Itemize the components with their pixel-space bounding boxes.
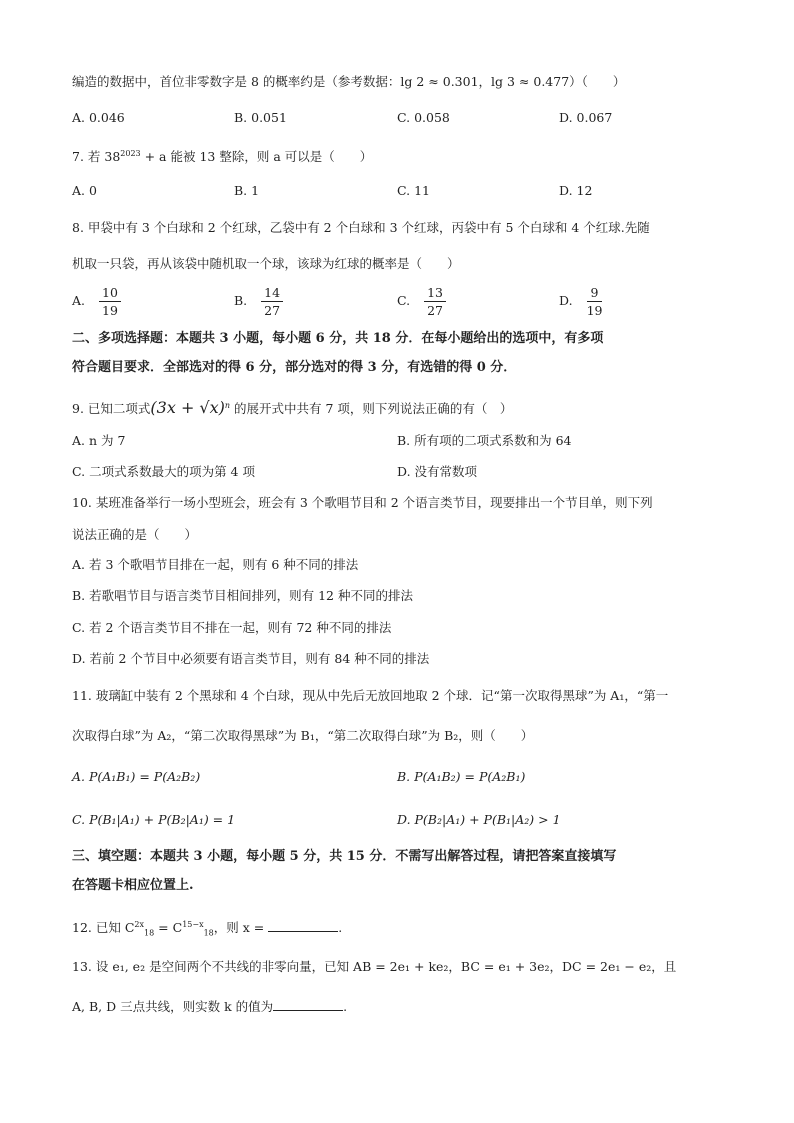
q8-option-a-label: A.	[72, 293, 86, 308]
q11-option-c[interactable]: C. P(B₁|A₁) + P(B₂|A₁) = 1	[72, 812, 236, 827]
q10-line1: 10. 某班准备举行一场小型班会，班会有 3 个歌唱节目和 2 个语言类节目，现要排出一个节目单，则下列	[72, 495, 653, 510]
q7-post: + a 能被 13 整除，则 a 可以是（ ）	[140, 149, 373, 165]
q7-option-a[interactable]: A. 0	[72, 183, 97, 198]
q6-option-d[interactable]: D. 0.067	[559, 110, 613, 125]
q11-line1: 11. 玻璃缸中装有 2 个黑球和 4 个白球，现从中先后无放回地取 2 个球．记“第一次取得黑球”为 A₁，“第一	[72, 688, 669, 703]
q7-exponent: 2023	[120, 149, 141, 158]
q7-option-d[interactable]: D. 12	[559, 183, 593, 198]
q10-line2: 说法正确的是（ ）	[72, 527, 198, 542]
q6-options	[72, 108, 732, 128]
q12-mid: = C	[154, 920, 183, 936]
q12-sub1: 18	[144, 928, 155, 938]
q8-option-b[interactable]	[234, 282, 283, 320]
q9-option-a[interactable]: A. n 为 7	[72, 433, 126, 448]
q12-sup1: 2x	[134, 920, 144, 929]
q11-option-b[interactable]: B. P(A₁B₂) = P(A₂B₁)	[397, 769, 526, 784]
q8-option-a-numerator: 10	[99, 284, 121, 302]
q7-option-b[interactable]: B. 1	[234, 183, 260, 198]
q13-answer-blank[interactable]	[273, 998, 343, 1011]
section3-heading-line1: 三、填空题：本题共 3 小题，每小题 5 分，共 15 分．不需写出解答过程，请把答案直接填写	[72, 849, 617, 864]
q6-option-c[interactable]: C. 0.058	[397, 110, 450, 125]
q6-text: 编造的数据中，首位非零数字是 8 的概率约是（参考数据：lg 2 ≈ 0.301，lg 3 ≈ 0.477）（ ）	[72, 74, 626, 89]
q13-line2-pre: A, B, D 三点共线，则实数 k 的值为	[72, 999, 274, 1014]
q10-option-b[interactable]: B. 若歌唱节目与语言类节目相间排列，则有 12 种不同的排法	[72, 588, 413, 603]
q12-text	[72, 916, 342, 943]
q13-line1: 13. 设 e₁, e₂ 是空间两个不共线的非零向量，已知 AB = 2e₁ + ke₂，BC = e₁ + 3e₂，DC = 2e₁ − e₂，且	[72, 959, 677, 974]
q10-option-a[interactable]: A. 若 3 个歌唱节目排在一起，则有 6 种不同的排法	[72, 557, 359, 572]
q12-answer-blank[interactable]	[268, 919, 338, 932]
q9-text	[72, 397, 512, 418]
q8-option-a-denominator: 19	[102, 303, 118, 318]
q13-line2	[72, 998, 347, 1016]
q7-text	[72, 145, 372, 166]
q9-option-b[interactable]: B. 所有项的二项式系数和为 64	[397, 433, 572, 448]
q11-option-a[interactable]: A. P(A₁B₁) = P(A₂B₂)	[72, 769, 201, 784]
q8-options	[72, 282, 732, 320]
section2-heading-line2: 符合题目要求．全部选对的得 6 分，部分选对的得 3 分，有选错的得 0 分．	[72, 360, 517, 375]
q7-option-c[interactable]: C. 11	[397, 183, 430, 198]
q6-option-b[interactable]: B. 0.051	[234, 110, 287, 125]
q8-option-d-denominator: 19	[586, 303, 603, 318]
q11-option-d[interactable]: D. P(B₂|A₁) + P(B₁|A₂) > 1	[397, 812, 561, 827]
q8-line2: 机取一只袋，再从该袋中随机取一个球，该球为红球的概率是（ ）	[72, 256, 460, 271]
q7-options	[72, 181, 732, 201]
q9-option-c[interactable]: C. 二项式系数最大的项为第 4 项	[72, 464, 255, 479]
q8-option-a[interactable]	[72, 282, 121, 320]
section2-heading-line1: 二、多项选择题：本题共 3 小题，每小题 6 分，共 18 分．在每小题给出的选项中，有多项	[72, 331, 604, 346]
q12-sub2: 18	[203, 928, 214, 938]
q13-line2-end: .	[343, 999, 348, 1014]
q8-option-c-denominator: 27	[427, 303, 443, 318]
q12-post: ，则 x =	[213, 920, 269, 936]
q9-binomial: (3x + √x)	[150, 398, 225, 418]
q9-post: 的展开式中共有 7 项，则下列说法正确的有（ ）	[230, 401, 513, 417]
q12-end: .	[338, 920, 343, 936]
q8-option-d-label: D.	[559, 293, 573, 308]
q9-exponent: n	[224, 401, 231, 410]
q11-line2: 次取得白球”为 A₂，“第二次取得黑球”为 B₁，“第二次取得白球”为 B₂，则（ ）	[72, 728, 534, 743]
q8-option-d[interactable]	[559, 282, 602, 320]
q8-option-d-numerator: 9	[587, 284, 603, 302]
q6-option-a[interactable]: A. 0.046	[72, 110, 125, 125]
q8-option-c-numerator: 13	[424, 284, 446, 302]
q7-pre: 7. 若 38	[72, 149, 121, 165]
q9-pre: 9. 已知二项式	[72, 401, 151, 417]
q12-pre: 12. 已知 C	[72, 920, 135, 936]
q10-option-d[interactable]: D. 若前 2 个节目中必须要有语言类节目，则有 84 种不同的排法	[72, 651, 430, 666]
section3-heading-line2: 在答题卡相应位置上.	[72, 878, 194, 893]
q8-option-c[interactable]	[397, 282, 446, 320]
q10-option-c[interactable]: C. 若 2 个语言类节目不排在一起，则有 72 种不同的排法	[72, 620, 392, 635]
q8-option-b-denominator: 27	[264, 303, 281, 318]
q9-option-d[interactable]: D. 没有常数项	[397, 464, 478, 479]
q12-sup2: 15−x	[182, 920, 204, 929]
q8-option-b-label: B.	[234, 293, 248, 308]
q8-line1: 8. 甲袋中有 3 个白球和 2 个红球，乙袋中有 2 个白球和 3 个红球，丙袋中有 5 个白球和 4 个红球.先随	[72, 220, 650, 235]
q8-option-c-label: C.	[397, 293, 411, 308]
q8-option-b-numerator: 14	[261, 284, 283, 302]
